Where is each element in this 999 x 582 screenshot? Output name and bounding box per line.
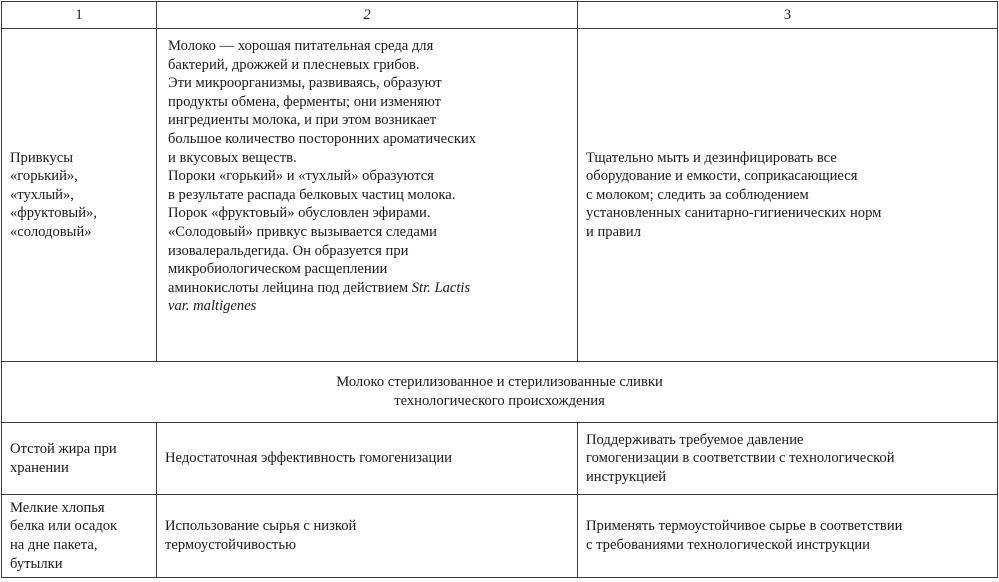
header-col-1: 1 — [2, 2, 157, 29]
table-row — [2, 495, 998, 578]
microorganism-name: Str. Lactis var. maltigenes — [168, 279, 471, 315]
section-title: Молоко стерилизованное и стерилизованные сливки технологического происхождения — [2, 362, 998, 423]
header-row — [2, 2, 998, 29]
cause-cell — [157, 29, 578, 362]
header-col-3: 3 — [578, 2, 998, 29]
header-col-2: 2 — [157, 2, 578, 29]
defects-table — [1, 1, 998, 578]
table-row — [2, 423, 998, 495]
cause-text: Молоко — хорошая питательная среда для бактерий, дрожжей и плесневых грибов. Эти микроорганизмы, развиваясь, образуют продукты обмена, ферменты; они изменяют ингредиенты молока, и при этом возникает большое количество посторонних ароматических и вкусовых веществ. Пороки «горький» и «тухлый» образуются в результате распада белковых частиц молока. Порок «фруктовый» обусловлен эфирами. «Солодовый» привкус вызывается следами изовалеральдегида. Он образуется при микробиологическом расщеплении аминокислоты лейцина под действием — [168, 38, 477, 296]
defect-cell: Мелкие хлопья белка или осадок на дне пакета, бутылки — [2, 495, 157, 578]
cause-cell: Использование сырья с низкой термоустойчивостью — [157, 495, 578, 578]
cause-cell: Недостаточная эффективность гомогенизации — [157, 423, 578, 495]
defect-cell: Отстой жира при хранении — [2, 423, 157, 495]
defect-cell: Привкусы «горький», «тухлый», «фруктовый», «солодовый» — [2, 29, 157, 362]
remedy-cell: Поддерживать требуемое давление гомогенизации в соответствии с технологической инструкцией — [578, 423, 998, 495]
table-row — [2, 29, 998, 362]
remedy-cell: Тщательно мыть и дезинфицировать все оборудование и емкости, соприкасающиеся с молоком; следить за соблюдением установленных санитарно-гигиенических норм и правил — [578, 29, 998, 362]
remedy-cell: Применять термоустойчивое сырье в соответствии с требованиями технологической инструкции — [578, 495, 998, 578]
section-row — [2, 362, 998, 423]
